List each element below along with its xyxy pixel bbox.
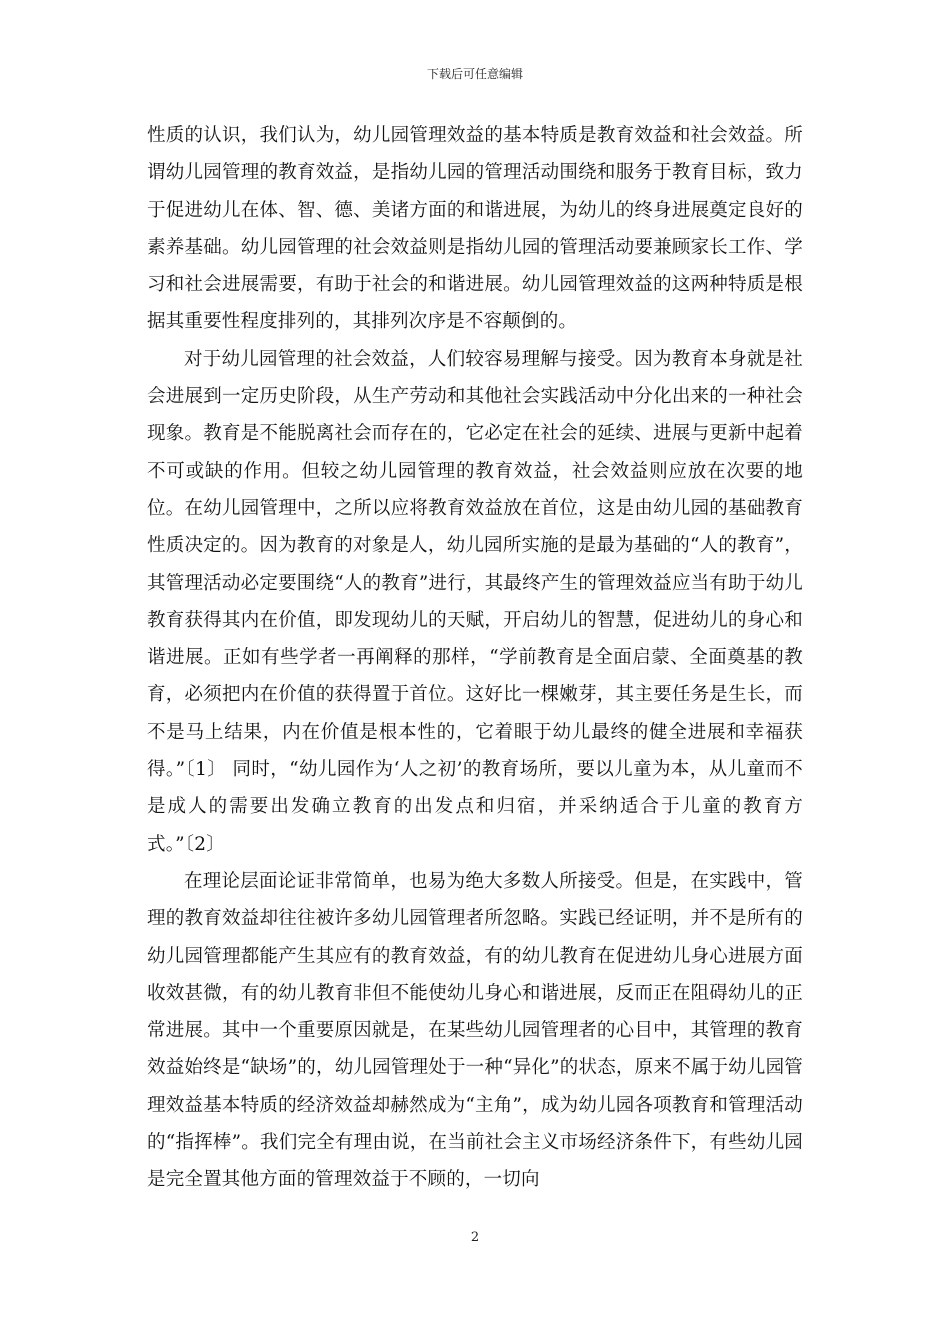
page-number: 2 bbox=[470, 1230, 480, 1245]
page-header: 下载后可任意编辑 bbox=[426, 67, 523, 81]
body-paragraph-1: 性质的认识，我们认为，幼儿园管理效益的基本特质是教育效益和社会效益。所谓幼儿园管理的教育效益，是指幼儿园的管理活动围绕和服务于教育目标，致力于促进幼儿在体、智、德、美诸方面的和谐进展，为幼儿的终身进展奠定良好的素养基础。幼儿园管理的社会效益则是指幼儿园的管理活动要兼顾家长工作、学习和社会进展需要，有助于社会的和谐进展。幼儿园管理效益的这两种特质是根据其重要性程度排列的，其排列次序是不容颠倒的。 bbox=[147, 125, 803, 333]
body-paragraph-3: 在理论层面论证非常简单，也易为绝大多数人所接受。但是，在实践中，管理的教育效益却往往被许多幼儿园管理者所忽略。实践已经证明，并不是所有的幼儿园管理都能产生其应有的教育效益，有的幼儿教育在促进幼儿身心进展方面收效甚微，有的幼儿教育非但不能使幼儿身心和谐进展，反而正在阻碍幼儿的正常进展。其中一个重要原因就是，在某些幼儿园管理者的心目中，其管理的教育效益始终是“缺场”的，幼儿园管理处于一种“异化”的状态，原来不属于幼儿园管理效益基本特质的经济效益却赫然成为“主角”，成为幼儿园各项教育和管理活动的“指挥棒”。我们完全有理由说，在当前社会主义市场经济条件下，有些幼儿园是完全置其他方面的管理效益于不顾的，一切向 bbox=[147, 870, 803, 1191]
body-paragraph-2: 对于幼儿园管理的社会效益，人们较容易理解与接受。因为教育本身就是社会进展到一定历史阶段，从生产劳动和其他社会实践活动中分化出来的一种社会现象。教育是不能脱离社会而存在的，它必定在社会的延续、进展与更新中起着不可或缺的作用。但较之幼儿园管理的教育效益，社会效益则应放在次要的地位。在幼儿园管理中，之所以应将教育效益放在首位，这是由幼儿园的基础教育性质决定的。因为教育的对象是人，幼儿园所实施的是最为基础的“人的教育”，其管理活动必定要围绕“人的教育”进行，其最终产生的管理效益应当有助于幼儿教育获得其内在价值，即发现幼儿的天赋，开启幼儿的智慧，促进幼儿的身心和谐进展。正如有些学者一再阐释的那样，“学前教育是全面启蒙、全面奠基的教育，必须把内在价值的获得置于首位。这好比一棵嫩芽，其主要任务是生长，而不是马上结果，内在价值是根本性的，它着眼于幼儿最终的健全进展和幸福获得。”〔1〕 同时，“幼儿园作为‘人之初’的教育场所，要以儿童为本，从儿童而不是成人的需要出发确立教育的出发点和归宿，并采纳适合于儿童的教育方式。”〔2〕 bbox=[147, 348, 803, 855]
document-body bbox=[147, 117, 803, 1199]
